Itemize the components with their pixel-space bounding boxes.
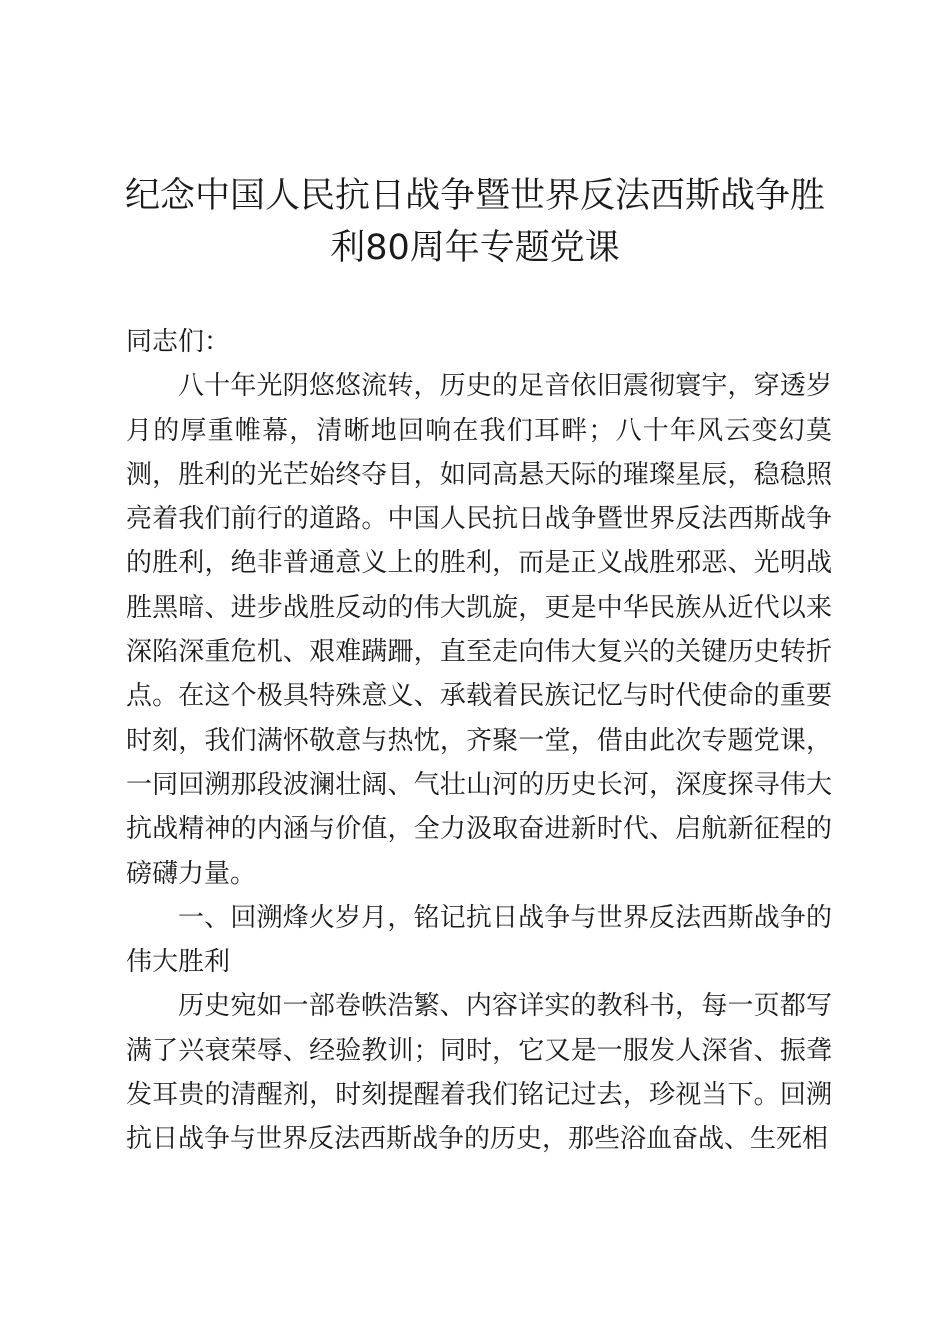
document-title: 纪念中国人民抗日战争暨世界反法西斯战争胜利80周年专题党课: [124, 176, 825, 268]
section-paragraph: 历史宛如一部卷帙浩繁、内容详实的教科书，每一页都写满了兴衰荣辱、经验教训；同时，它又是一服发人深省、振聋发耳贵的清醒剂，时刻提醒着我们铭记过去，珍视当下。回溯抗日战争与世界反法西斯战争的历史，那些浴血奋战、生死相: [126, 991, 832, 1155]
salutation: 同志们：: [126, 327, 231, 357]
section-heading: 一、回溯烽火岁月，铭记抗日战争与世界反法西斯战争的伟大胜利: [126, 902, 832, 978]
intro-paragraph: 八十年光阴悠悠流转，历史的足音依旧震彻寰宇，穿透岁月的厚重帷幕，清晰地回响在我们耳畔；八十年风云变幻莫测，胜利的光芒始终夺目，如同高悬天际的璀璨星辰，稳稳照亮着我们前行的道路。中国人民抗日战争暨世界反法西斯战争的胜利，绝非普通意义上的胜利，而是正义战胜邪恶、光明战胜黑暗、进步战胜反动的伟大凯旋，更是中华民族从近代以来深陷深重危机、艰难蹒跚，直至走向伟大复兴的关键历史转折点。在这个极具特殊意义、承载着民族记忆与时代使命的重要时刻，我们满怀敬意与热忱，齐聚一堂，借由此次专题党课，一同回溯那段波澜壮阔、气壮山河的历史长河，深度探寻伟大抗战精神的内涵与价值，全力汲取奋进新时代、启航新征程的磅礴力量。: [126, 371, 832, 889]
document-body: [126, 320, 832, 1162]
